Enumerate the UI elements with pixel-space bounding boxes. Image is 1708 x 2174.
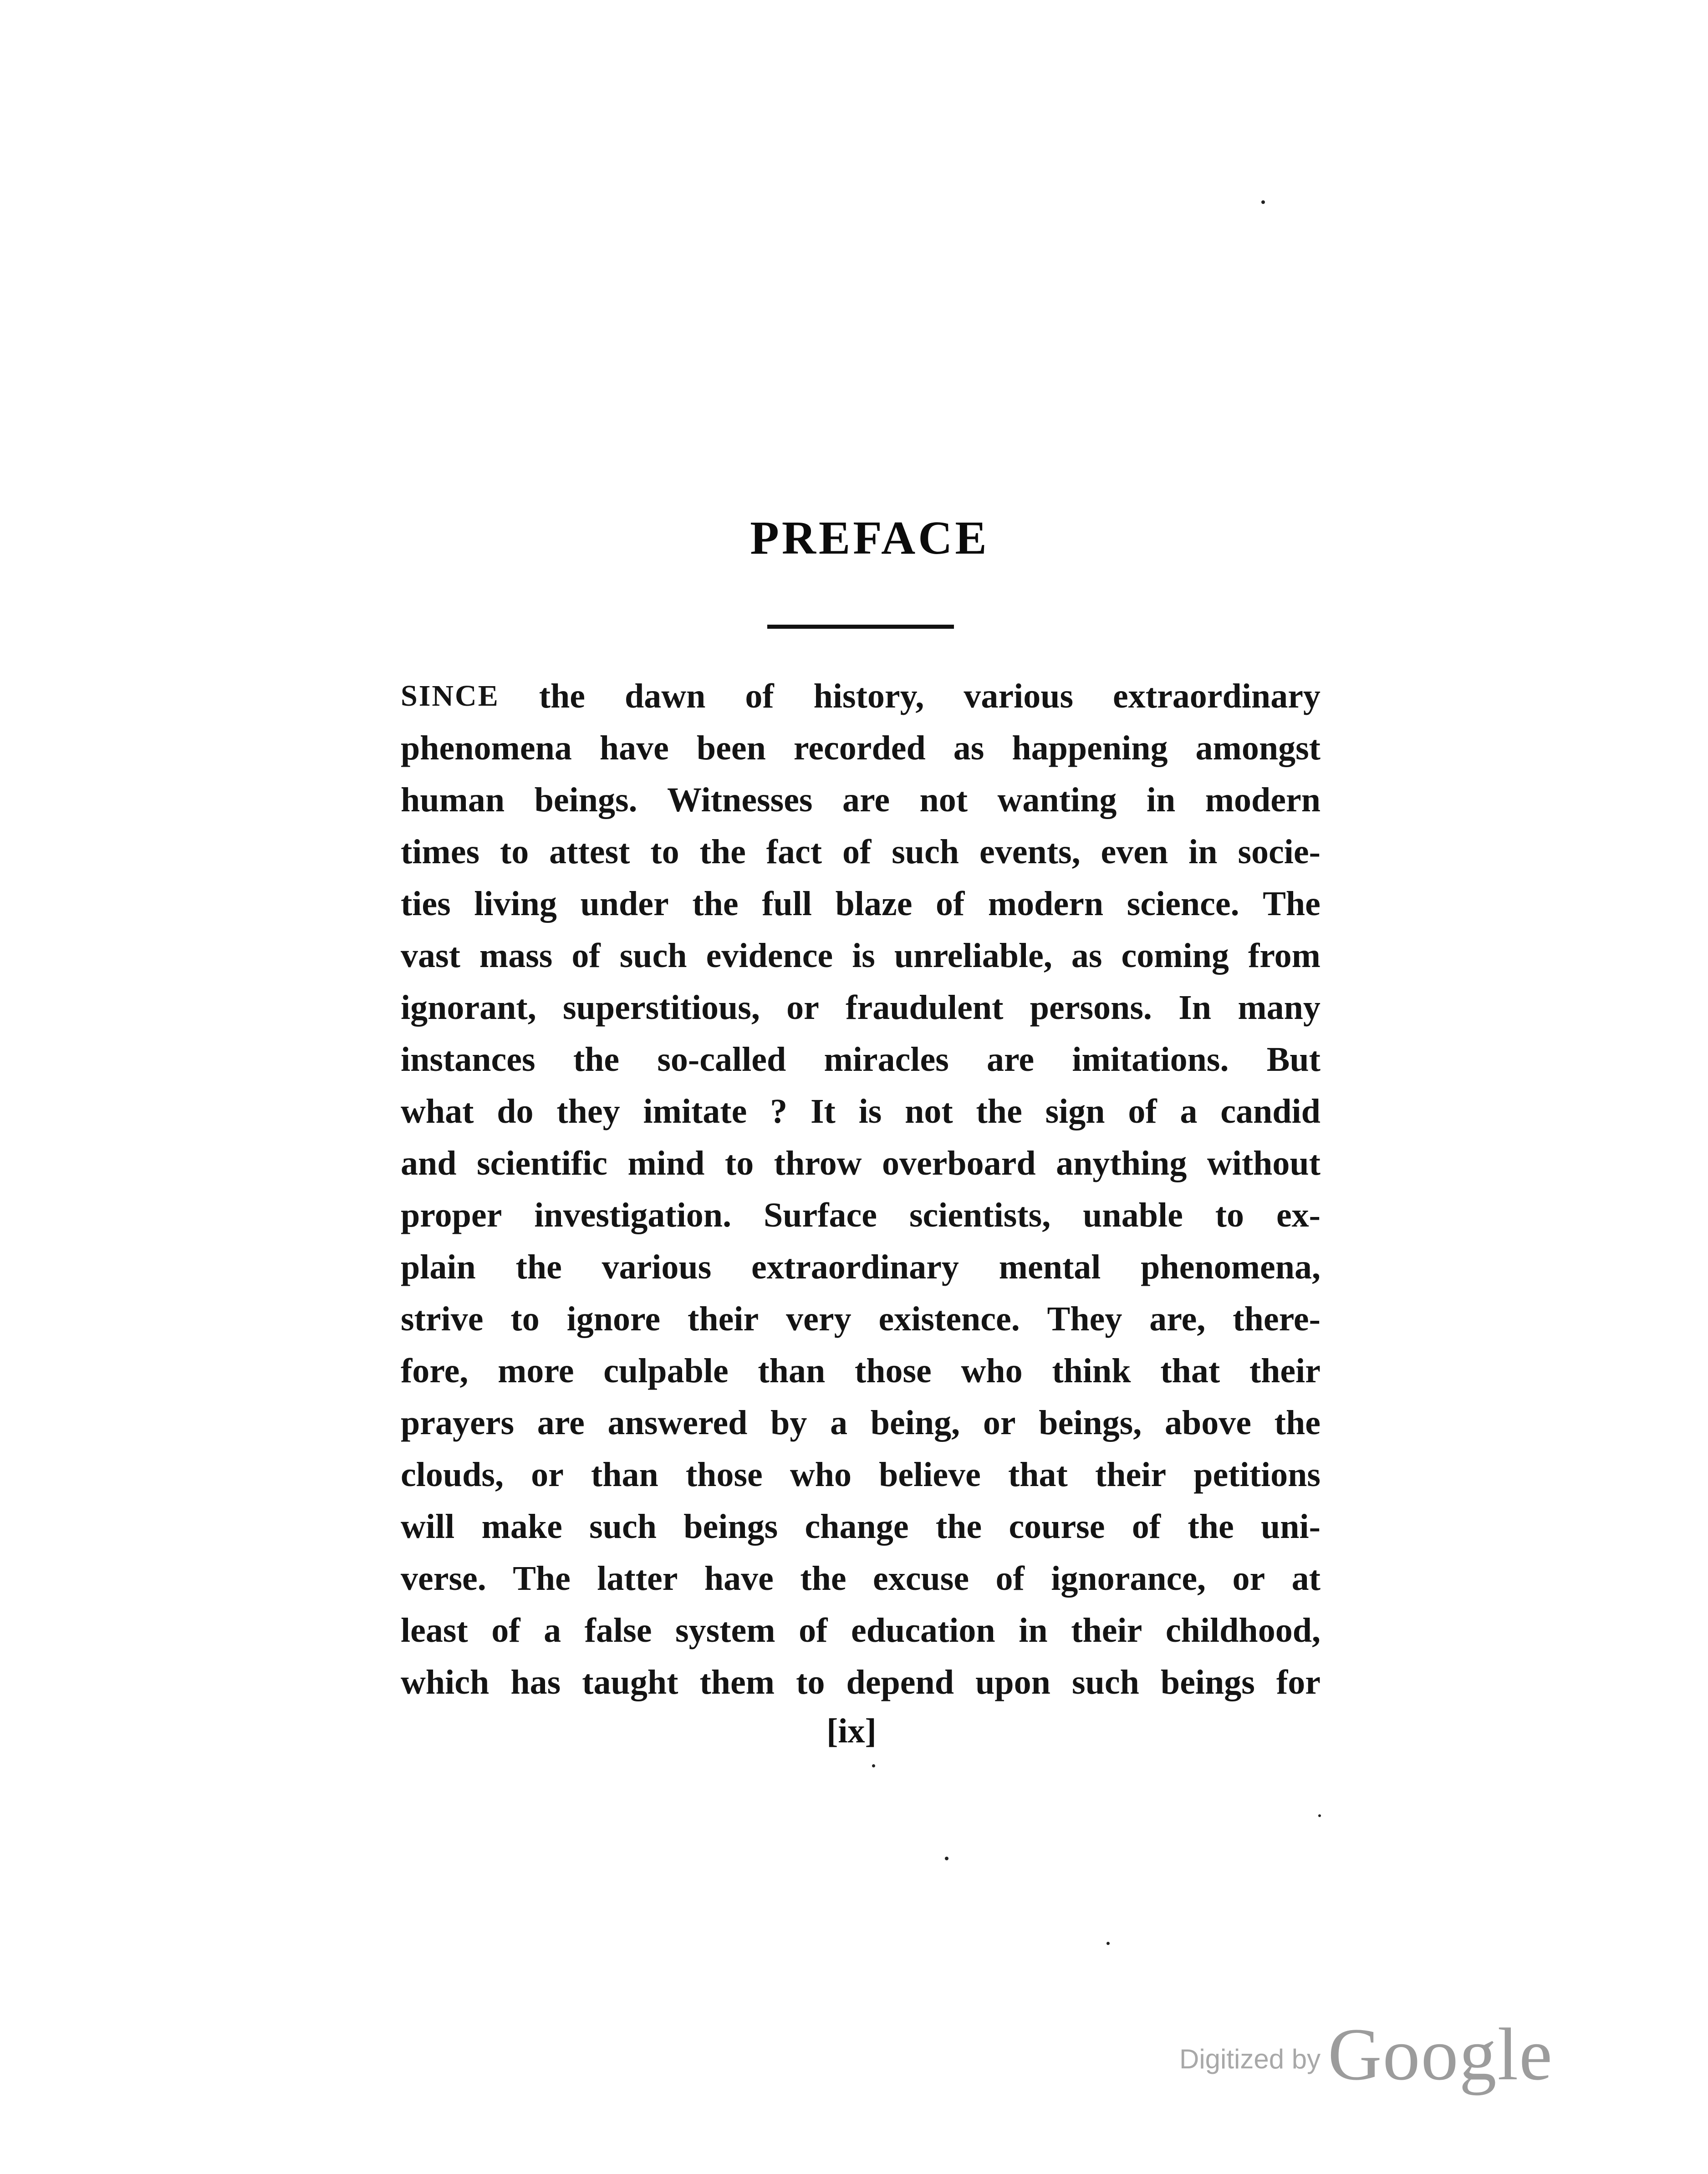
word: depend <box>846 1663 954 1701</box>
word: blaze <box>835 885 913 923</box>
text-line <box>401 1085 1321 1137</box>
word: what <box>401 1092 474 1130</box>
word: living <box>474 885 557 923</box>
word: It <box>810 1092 836 1130</box>
text-line <box>401 826 1321 878</box>
word: phenomena <box>401 729 572 767</box>
word: in <box>1019 1611 1048 1650</box>
digitized-by-watermark <box>1179 2001 1553 2096</box>
word: beings. <box>534 781 637 819</box>
word: their <box>1095 1456 1167 1494</box>
word: least <box>401 1611 468 1650</box>
word: imitate <box>643 1092 747 1130</box>
word: recorded <box>793 729 926 767</box>
word: petitions <box>1193 1456 1321 1494</box>
word: of <box>1132 1507 1161 1546</box>
word: extraordinary <box>1113 677 1321 715</box>
word: In <box>1178 988 1212 1027</box>
text-line <box>401 1034 1321 1085</box>
word: than <box>758 1352 826 1390</box>
ink-speck <box>945 1857 948 1860</box>
word: have <box>599 729 669 767</box>
word: such <box>589 1507 657 1546</box>
word: change <box>805 1507 909 1546</box>
word: fact <box>766 833 822 871</box>
word: so-called <box>657 1040 786 1079</box>
word: verse. <box>401 1559 486 1598</box>
text-line <box>401 774 1321 826</box>
word: culpable <box>603 1352 729 1390</box>
word: is <box>852 937 875 975</box>
word: ex- <box>1276 1196 1321 1234</box>
word: or <box>983 1404 1016 1442</box>
word: existence. <box>878 1300 1020 1338</box>
word: excuse <box>873 1559 969 1598</box>
word: of <box>936 885 965 923</box>
word: that <box>1008 1456 1068 1494</box>
text-line <box>401 1449 1321 1501</box>
word: miracles <box>824 1040 949 1079</box>
word: the <box>1274 1404 1321 1442</box>
word: superstitious, <box>563 988 760 1027</box>
word: has <box>510 1663 561 1701</box>
word: investigation. <box>534 1196 732 1234</box>
word: various <box>602 1248 712 1286</box>
word: socie- <box>1238 833 1321 871</box>
text-line <box>401 722 1321 774</box>
page-number: [ix] <box>826 1712 877 1750</box>
ink-speck <box>1106 1942 1110 1945</box>
word: and <box>401 1144 457 1182</box>
word: of <box>995 1559 1025 1598</box>
word: various <box>964 677 1074 715</box>
word: uni- <box>1261 1507 1321 1546</box>
word: amongst <box>1195 729 1321 767</box>
word: to <box>650 833 679 871</box>
text-line <box>401 982 1321 1034</box>
word: which <box>401 1663 489 1701</box>
word: not <box>919 781 968 819</box>
word: or <box>531 1456 564 1494</box>
word: history, <box>813 677 924 715</box>
word: above <box>1164 1404 1251 1442</box>
word: the <box>699 833 746 871</box>
word: throw <box>774 1144 862 1182</box>
word: such <box>1072 1663 1139 1701</box>
word: the <box>539 677 586 715</box>
preface-paragraph <box>401 670 1321 1708</box>
word: false <box>584 1611 652 1650</box>
word: The <box>513 1559 571 1598</box>
word: modern <box>1205 781 1321 819</box>
word: for <box>1276 1663 1321 1701</box>
text-line <box>401 1397 1321 1449</box>
word: without <box>1207 1144 1321 1182</box>
word: at <box>1291 1559 1321 1598</box>
text-line <box>401 1553 1321 1604</box>
word: a <box>544 1611 561 1650</box>
word: science. <box>1127 885 1239 923</box>
text-line <box>401 930 1321 982</box>
word: are <box>537 1404 585 1442</box>
word: fore, <box>401 1352 469 1390</box>
word: a <box>830 1404 848 1442</box>
word: unreliable, <box>894 937 1052 975</box>
word: to <box>724 1144 754 1182</box>
word: wanting <box>997 781 1117 819</box>
word: those <box>685 1456 763 1494</box>
word: or <box>1232 1559 1265 1598</box>
word: candid <box>1220 1092 1321 1130</box>
word: dawn <box>624 677 706 715</box>
word: ties <box>401 885 451 923</box>
word: their <box>1071 1611 1142 1650</box>
word: make <box>481 1507 562 1546</box>
word: beings <box>683 1507 778 1546</box>
word: even <box>1101 833 1168 871</box>
word: sign <box>1045 1092 1105 1130</box>
word: those <box>854 1352 932 1390</box>
word: education <box>851 1611 995 1650</box>
word: latter <box>597 1559 678 1598</box>
word: times <box>401 833 480 871</box>
word: overboard <box>882 1144 1036 1182</box>
word: as <box>953 729 984 767</box>
word: events, <box>979 833 1081 871</box>
word: of <box>842 833 872 871</box>
word: to <box>1215 1196 1244 1234</box>
word: SINCE <box>401 679 500 713</box>
word: a <box>1180 1092 1198 1130</box>
word: they <box>556 1092 620 1130</box>
word: them <box>699 1663 775 1701</box>
text-line <box>401 1604 1321 1656</box>
word: Witnesses <box>667 781 813 819</box>
word: do <box>497 1092 534 1130</box>
word: fraudulent <box>846 988 1004 1027</box>
word: will <box>401 1507 455 1546</box>
text-line <box>401 670 1321 722</box>
word: happening <box>1012 729 1168 767</box>
text-line <box>401 878 1321 930</box>
word: of <box>571 937 601 975</box>
text-line <box>401 1137 1321 1189</box>
word: their <box>1249 1352 1321 1390</box>
word: But <box>1266 1040 1321 1079</box>
word: prayers <box>401 1404 515 1442</box>
ink-speck <box>872 1764 875 1767</box>
word: such <box>892 833 959 871</box>
word: ignorance, <box>1051 1559 1206 1598</box>
word: in <box>1146 781 1176 819</box>
word: the <box>692 885 739 923</box>
word: The <box>1263 885 1321 923</box>
word: beings <box>1160 1663 1255 1701</box>
word: of <box>799 1611 828 1650</box>
word: instances <box>401 1040 535 1079</box>
ink-speck <box>1261 200 1265 204</box>
word: ? <box>770 1092 788 1130</box>
text-line <box>401 1241 1321 1293</box>
google-logo: Google <box>1328 2013 1553 2096</box>
word: such <box>619 937 687 975</box>
word: from <box>1248 937 1321 975</box>
word: under <box>580 885 669 923</box>
word: course <box>1009 1507 1105 1546</box>
word: extraordinary <box>751 1248 959 1286</box>
word: are <box>842 781 890 819</box>
word: to <box>500 833 529 871</box>
word: their <box>688 1300 759 1338</box>
word: human <box>401 781 505 819</box>
word: persons. <box>1030 988 1152 1027</box>
word: taught <box>582 1663 678 1701</box>
word: scientists, <box>909 1196 1051 1234</box>
word: that <box>1160 1352 1220 1390</box>
word: of <box>745 677 774 715</box>
ink-speck <box>1318 1814 1321 1817</box>
word: the <box>800 1559 846 1598</box>
word: full <box>762 885 812 923</box>
word: vast <box>401 937 460 975</box>
word: believe <box>879 1456 981 1494</box>
word: anything <box>1056 1144 1187 1182</box>
word: very <box>786 1300 851 1338</box>
word: the <box>976 1092 1022 1130</box>
word: being, <box>870 1404 960 1442</box>
word: plain <box>401 1248 476 1286</box>
word: phenomena, <box>1141 1248 1321 1286</box>
word: Surface <box>763 1196 877 1234</box>
text-line <box>401 1189 1321 1241</box>
word: modern <box>988 885 1104 923</box>
word: imitations. <box>1072 1040 1229 1079</box>
word: evidence <box>706 937 833 975</box>
word: strive <box>401 1300 484 1338</box>
word: or <box>786 988 819 1027</box>
text-line <box>401 1656 1321 1708</box>
word: unable <box>1083 1196 1183 1234</box>
word: ignore <box>566 1300 661 1338</box>
word: coming <box>1121 937 1229 975</box>
title-rule <box>767 625 954 629</box>
word: scientific <box>477 1144 608 1182</box>
text-line <box>401 1345 1321 1397</box>
word: not <box>905 1092 953 1130</box>
word: childhood, <box>1165 1611 1321 1650</box>
word: is <box>858 1092 882 1130</box>
word: They <box>1047 1300 1122 1338</box>
word: who <box>961 1352 1023 1390</box>
word: the <box>515 1248 562 1286</box>
word: more <box>498 1352 574 1390</box>
word: by <box>770 1404 807 1442</box>
text-line <box>401 1293 1321 1345</box>
word: answered <box>607 1404 748 1442</box>
word: mass <box>479 937 553 975</box>
word: there- <box>1233 1300 1321 1338</box>
word: ignorant, <box>401 988 536 1027</box>
word: mental <box>999 1248 1101 1286</box>
word: of <box>491 1611 520 1650</box>
digitized-by-label: Digitized by <box>1179 2044 1321 2074</box>
word: are, <box>1149 1300 1206 1338</box>
word: upon <box>975 1663 1050 1701</box>
word: as <box>1071 937 1102 975</box>
word: been <box>696 729 766 767</box>
word: are <box>987 1040 1035 1079</box>
word: proper <box>401 1196 502 1234</box>
word: who <box>790 1456 852 1494</box>
word: clouds, <box>401 1456 504 1494</box>
word: the <box>1188 1507 1234 1546</box>
word: think <box>1052 1352 1131 1390</box>
text-line <box>401 1501 1321 1553</box>
word: mind <box>627 1144 705 1182</box>
word: attest <box>549 833 630 871</box>
word: to <box>796 1663 825 1701</box>
word: in <box>1188 833 1218 871</box>
word: to <box>510 1300 540 1338</box>
word: the <box>935 1507 982 1546</box>
word: of <box>1128 1092 1157 1130</box>
word: system <box>675 1611 775 1650</box>
word: than <box>591 1456 658 1494</box>
page-title: PREFACE <box>750 512 989 564</box>
word: many <box>1238 988 1321 1027</box>
word: the <box>573 1040 620 1079</box>
word: beings, <box>1039 1404 1142 1442</box>
word: have <box>704 1559 774 1598</box>
